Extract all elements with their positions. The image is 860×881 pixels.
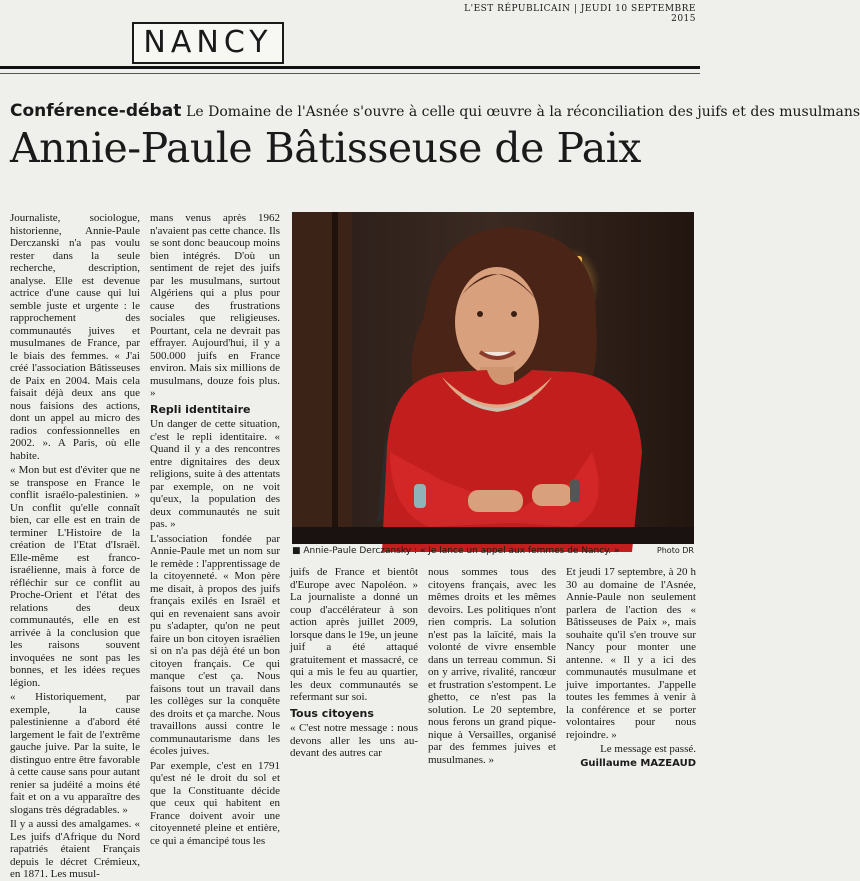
photo-caption-row [292, 546, 694, 556]
kicker-text: Le Domaine de l'Asnée s'ouvre à celle qui œuvre à la réconciliation des juifs et des musulmans [186, 104, 860, 120]
paragraph: Le message est passé. [600, 743, 696, 755]
article-headline: Annie-Paule Bâtisseuse de Paix [10, 124, 641, 172]
article-column-4 [428, 566, 556, 766]
publication-name: L'EST RÉPUBLICAIN [464, 4, 571, 14]
masthead [0, 0, 700, 74]
masthead-thin-rule [0, 73, 700, 74]
paragraph: Il y a aussi des amalgames. « Les juifs d'Afrique du Nord rapatriés étaient Français depuis le décret Crémieux, en 1871. Les musul- [10, 818, 140, 880]
paragraph: « Mon but est d'éviter que ne se transpose en France le conflit israélo-palestinien. » Un conflit qu'elle connaît bien, car elle est en train de terminer L'Histoire de la création de l'Etat d'Israël. Elle-même est franco-israélienne, mais à force de réfléchir sur ce conflit au Proche-Orient et l'état des relations des deux communautés, elle en est arrivée à la conclusion que les raisons souvent invoquées ne sont pas les bonnes, et les idées reçues légion. [10, 464, 140, 689]
paragraph: Un danger de cette situation, c'est le repli identitaire. « Quand il y a des rencontres entre dignitaires des deux religions, suite à des attentats par exemple, on ne voit qu'eux, la population des deux communautés ne suit pas. » [150, 418, 280, 530]
paragraph: nous sommes tous des citoyens français, avec les mêmes droits et les mêmes devoirs. Les politiques n'ont rien compris. La solution n'est pas la laïcité, mais la volonté de vivre ensemble dans un terreau commun. Si on y arrive, rivalité, rancœur et frustration s'estompent. Le ghetto, ce n'est pas la solution. Le 20 septembre, nous ferons un grand pique-nique à Versailles, organisé par des femmes juives et musulmanes. » [428, 566, 556, 766]
author-signature: Guillaume MAZEAUD [580, 757, 696, 769]
kicker-label: Conférence-débat [10, 101, 182, 121]
portrait-illustration [292, 212, 694, 544]
portrait-photo [292, 212, 694, 544]
article-column-2 [150, 212, 280, 847]
subheading-tous-citoyens: Tous citoyens [290, 706, 374, 720]
paragraph: « C'est notre message : nous devons aller les uns au-devant des autres car [290, 722, 418, 759]
paragraph: juifs de France et bientôt d'Europe avec Napoléon. » La journaliste a donné un coup d'accélérateur à son action après juillet 2009, lorsque dans le 19e, un jeune juif a été attaqué gratuitement et massacré, ce qui a mis le feu au quartier, les deux communautés se refermant sur soi. [290, 566, 418, 703]
paragraph: Journaliste, sociologue, historienne, Annie-Paule Derczanski n'a pas voulu rester dans la seule recherche, description, analyse. Elle est devenue actrice d'une cause qui lui semble juste et urgente : le rapprochement des communautés juives et musulmanes de France, par le biais des femmes. « J'ai créé l'association Bâtisseuses de Paix en 2004. Mais cela faisait déjà deux ans que nous faisions des actions, dont un appel au micro des radios confessionnelles en 2002. ». A Paris, où elle habite. [10, 212, 140, 462]
article-column-5 [566, 566, 696, 769]
article-kicker [10, 101, 860, 121]
paragraph: mans venus après 1962 n'avaient pas cette chance. Ils se sont donc beaucoup moins bien intégrés. D'où un sentiment de rejet des juifs par les musulmans, surtout Algériens qui a plus pour cause des frustrations sociales que religieuses. Pourtant, cela ne devrait pas effrayer. Aujourd'hui, il y a 500.000 juifs en France environ. Mais six millions de musulmans, douze fois plus. » [150, 212, 280, 399]
publication-date-line: L'EST RÉPUBLICAIN | JEUDI 10 SEPTEMBRE 2015 [464, 4, 696, 24]
article-column-1 [10, 212, 140, 880]
paragraph: Par exemple, c'est en 1791 qu'est né le droit du sol et que la Constituante décide que ceux qui habitent en France doivent avoir une citoyenneté pleine et entière, ce qui a émancipé tous les [150, 759, 280, 847]
paragraph: L'association fondée par Annie-Paule met un nom sur le remède : l'apprentissage de la citoyenneté. « Mon père me disait, à propos des juifs français exilés en Israël et qui en revenaient sans avoir pu s'adapter, qu'on ne peut faire un bon citoyen israélien si on n'a pas déjà été un bon citoyen français. Ce qui manque c'est ça. Nous faisons tout un travail dans les collèges sur la conquête des droits et ça marche. Nous travaillons aussi contre le communautarisme dans les écoles juives. [150, 532, 280, 757]
paragraph: « Historiquement, par exemple, la cause palestinienne a d'abord été largement le fait de l'extrême gauche juive. Par la suite, le distinguo entre être favorable à cette cause sans pour autant renier sa judéité a moins été fait et on a vu apparaître des slogans très dégradables. » [10, 691, 140, 816]
article-column-3 [290, 566, 418, 759]
issue-date: JEUDI 10 SEPTEMBRE 2015 [580, 4, 696, 24]
photo-caption: ■ Annie-Paule Derczansky : « Je lance un appel aux femmes de Nancy. » [292, 546, 620, 556]
section-title: NANCY [132, 22, 284, 64]
photo-credit: Photo DR [656, 546, 694, 555]
masthead-rule [0, 66, 700, 69]
subheading-repli-identitaire: Repli identitaire [150, 402, 251, 416]
paragraph: Et jeudi 17 septembre, à 20 h 30 au domaine de l'Asnée, Annie-Paule non seulement parlera de l'action des « Bâtisseuses de Paix », mais souhaite qu'il s'en trouve sur Nancy pour monter une antenne. « Il y a ici des communautés musulmane et juive importantes. J'appelle toutes les femmes à venir à la conférence et se porter volontaires pour nous rejoindre. » [566, 566, 696, 741]
